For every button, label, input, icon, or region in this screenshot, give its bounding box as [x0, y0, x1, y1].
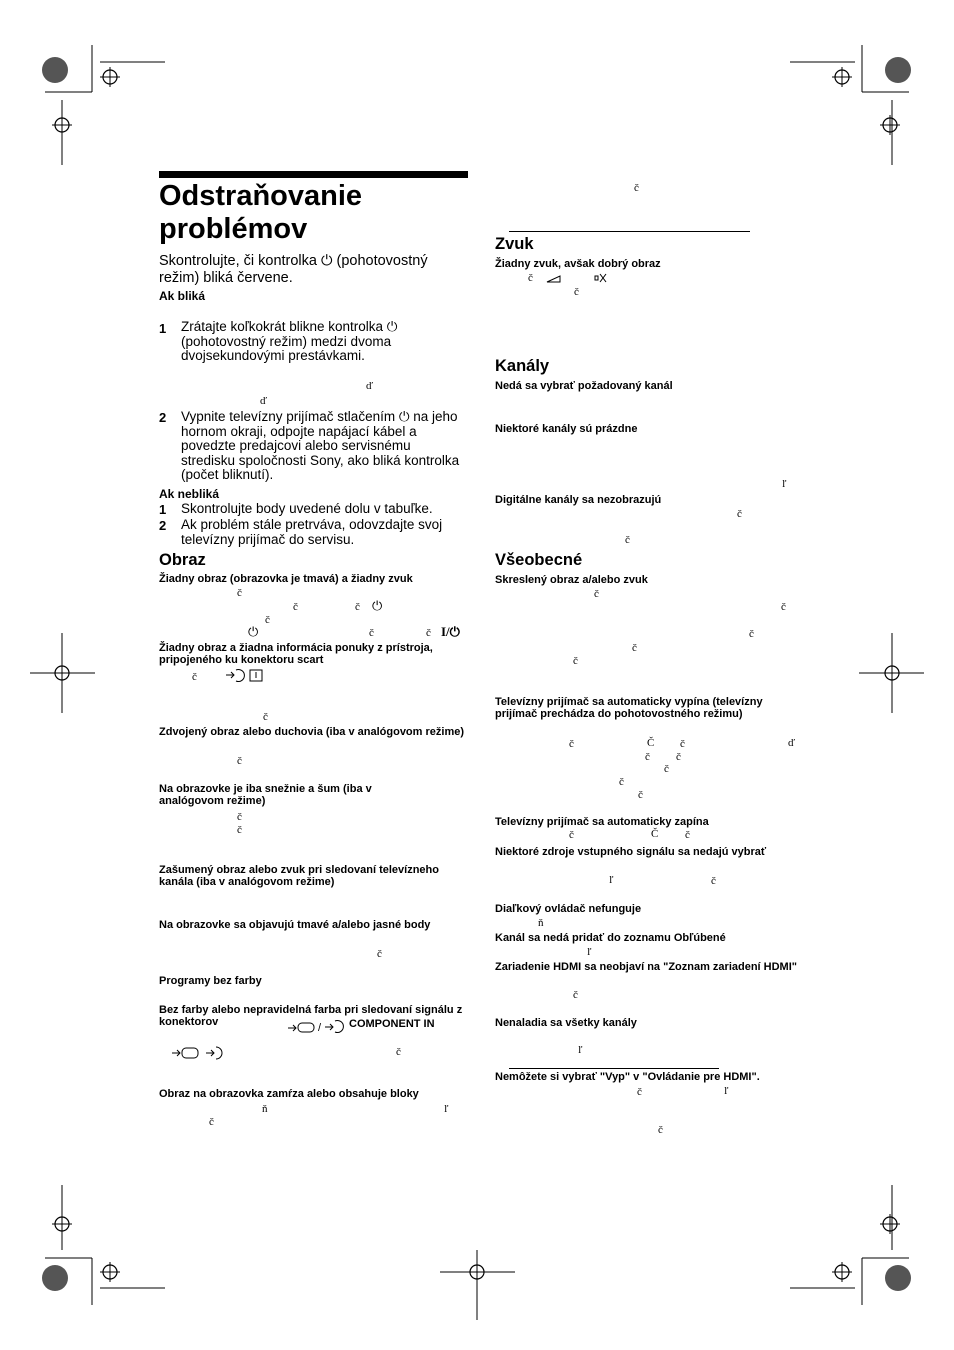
mute-icon [595, 273, 607, 283]
fragment: č [594, 588, 599, 600]
problem-item: Skreslený obraz a/alebo zvuk [495, 574, 648, 586]
component-input-icon [172, 1046, 230, 1060]
problem-item: Niektoré kanály sú prázdne [495, 423, 638, 435]
fragment: č [209, 1116, 214, 1128]
fragment: č [237, 755, 242, 767]
section-heading-zvuk: Zvuk [495, 235, 534, 253]
component-input-icon [288, 1019, 346, 1033]
fragment: č [265, 614, 270, 626]
fragment: č [645, 751, 650, 763]
fragment: č [573, 989, 578, 1001]
fragment: č [293, 601, 298, 613]
problem-item: Obraz na obrazovka zamŕza alebo obsahuje bloky [159, 1088, 419, 1100]
fragment: Č [647, 737, 655, 749]
fragment: č [192, 671, 197, 683]
fragment: č [632, 642, 637, 654]
problem-item: Nedá sa vybrať požadovaný kanál [495, 380, 673, 392]
problem-item: Žiadny obraz a žiadna informácia ponuky z prístroja, pripojeného ku konektoru scart [159, 642, 433, 666]
fragment: ď [788, 737, 796, 749]
fragment: č [685, 829, 690, 841]
problem-item: Na obrazovke je iba snežnie a šum (iba v analógovom režime) [159, 783, 372, 807]
fragment: č [664, 763, 669, 775]
problem-item: Zdvojený obraz alebo duchovia (iba v analógovom režime) [159, 726, 465, 738]
fragment: č [569, 829, 574, 841]
blinking-step-2: Vypnite televízny prijímač stlačením ⏻ na jeho hornom okraji, odpojte napájací kábel a povedzte predajcovi alebo servisnému stredisku spoločnosti Sony, ako bliká kontrolka (počet bliknutí). [181, 409, 460, 482]
title-bar [159, 171, 468, 178]
fragment: č [638, 789, 643, 801]
fragment: č [377, 948, 382, 960]
blinking-heading: Ak bliká [159, 289, 206, 303]
problem-item: Bez farby alebo nepravidelná farba pri sledovaní signálu z konektorov [159, 1004, 463, 1028]
fragment: ľ [587, 946, 592, 958]
not-blinking-heading: Ak nebliká [159, 487, 220, 501]
problem-item: Digitálne kanály sa nezobrazujú [495, 494, 662, 506]
component-in-label: COMPONENT IN [349, 1018, 435, 1030]
fragment: č [237, 587, 242, 599]
problem-item: Niektoré zdroje vstupného signálu sa nedajú vybrať [495, 846, 767, 858]
divider [509, 231, 750, 232]
fragment: č [676, 751, 681, 763]
problem-item: Televízny prijímač sa automaticky zapína [495, 816, 709, 828]
problem-item: Žiadny obraz (obrazovka je tmavá) a žiadny zvuk [159, 573, 413, 585]
fragment: ľ [724, 1085, 729, 1097]
fragment: č [573, 655, 578, 667]
fragment: č [237, 811, 242, 823]
problem-item: Kanál sa nedá pridať do zoznamu Obľúbené [495, 932, 726, 944]
problem-item: Televízny prijímač sa automaticky vypína (televízny prijímač prechádza do pohotovostného režimu) [495, 696, 763, 720]
fragment: ľ [782, 478, 787, 490]
fragment: č [711, 875, 716, 887]
not-blinking-step-1: Skontrolujte body uvedené dolu v tabuľke. [181, 501, 433, 516]
on-off-icon: I/⏻ [441, 624, 460, 639]
step-number: 1 [159, 321, 167, 336]
section-heading-kanaly: Kanály [495, 357, 550, 375]
power-icon: ⏻ [372, 598, 383, 613]
fragment: č [637, 1086, 642, 1098]
fragment: č [369, 627, 374, 639]
fragment: ň [538, 917, 544, 929]
fragment: č [781, 601, 786, 613]
fragment: ľ [444, 1103, 449, 1115]
not-blinking-step-2: Ak problém stále pretrváva, odovzdajte svoj televízny prijímač do servisu. [181, 517, 443, 547]
step-number: 2 [159, 518, 167, 533]
problem-item: Diaľkový ovládač nefunguje [495, 903, 642, 915]
fragment: č [237, 824, 242, 836]
problem-item: Zašumený obraz alebo zvuk pri sledovaní televízneho kanála (iba v analógovom režime) [159, 864, 439, 888]
problem-item: Nemôžete si vybrať "Vyp" v "Ovládanie pre HDMI". [495, 1071, 760, 1083]
divider [509, 1068, 719, 1069]
page-title: Odstraňovanie problémov [159, 180, 363, 245]
fragment: č [634, 182, 639, 194]
volume-icon [547, 275, 561, 283]
fragment: č [355, 601, 360, 613]
fragment: č [574, 286, 579, 298]
fragment: ľ [578, 1044, 583, 1056]
problem-item: Žiadny zvuk, avšak dobrý obraz [495, 258, 661, 270]
problem-item: Nenaladia sa všetky kanály [495, 1017, 637, 1029]
fragment: č [680, 738, 685, 750]
power-icon: ⏻ [248, 624, 259, 639]
step-number: 1 [159, 502, 167, 517]
fragment: č [658, 1124, 663, 1136]
problem-item: Zariadenie HDMI sa neobjaví na "Zoznam zariadení HDMI" [495, 961, 797, 973]
svg-text:/: / [318, 1022, 322, 1034]
scart-input-icon [226, 669, 266, 683]
fragment: č [569, 738, 574, 750]
fragment: ď [366, 380, 374, 392]
fragment: č [749, 628, 754, 640]
fragment: č [625, 534, 630, 546]
section-heading-obraz: Obraz [159, 551, 206, 569]
step-number: 2 [159, 410, 167, 425]
fragment: č [396, 1046, 401, 1058]
fragment: č [528, 272, 533, 284]
fragment: č [619, 776, 624, 788]
fragment: č [737, 508, 742, 520]
fragment: ď [260, 395, 268, 407]
fragment: ľ [609, 874, 614, 886]
fragment: ň [262, 1103, 268, 1115]
fragment: Č [651, 828, 659, 840]
fragment: č [426, 627, 431, 639]
problem-item: Programy bez farby [159, 975, 262, 987]
blinking-step-1: Zrátajte koľkokrát blikne kontrolka ⏻ (pohotovostný režim) medzi dvoma dvojsekundovými prestávkami. [181, 319, 398, 363]
intro-text: Skontrolujte, či kontrolka ⏻ (pohotovostný režim) bliká červene. [159, 253, 428, 286]
problem-item: Na obrazovke sa objavujú tmavé a/alebo jasné body [159, 919, 431, 931]
fragment: č [263, 711, 268, 723]
section-heading-vseobecne: Všeobecné [495, 551, 583, 569]
